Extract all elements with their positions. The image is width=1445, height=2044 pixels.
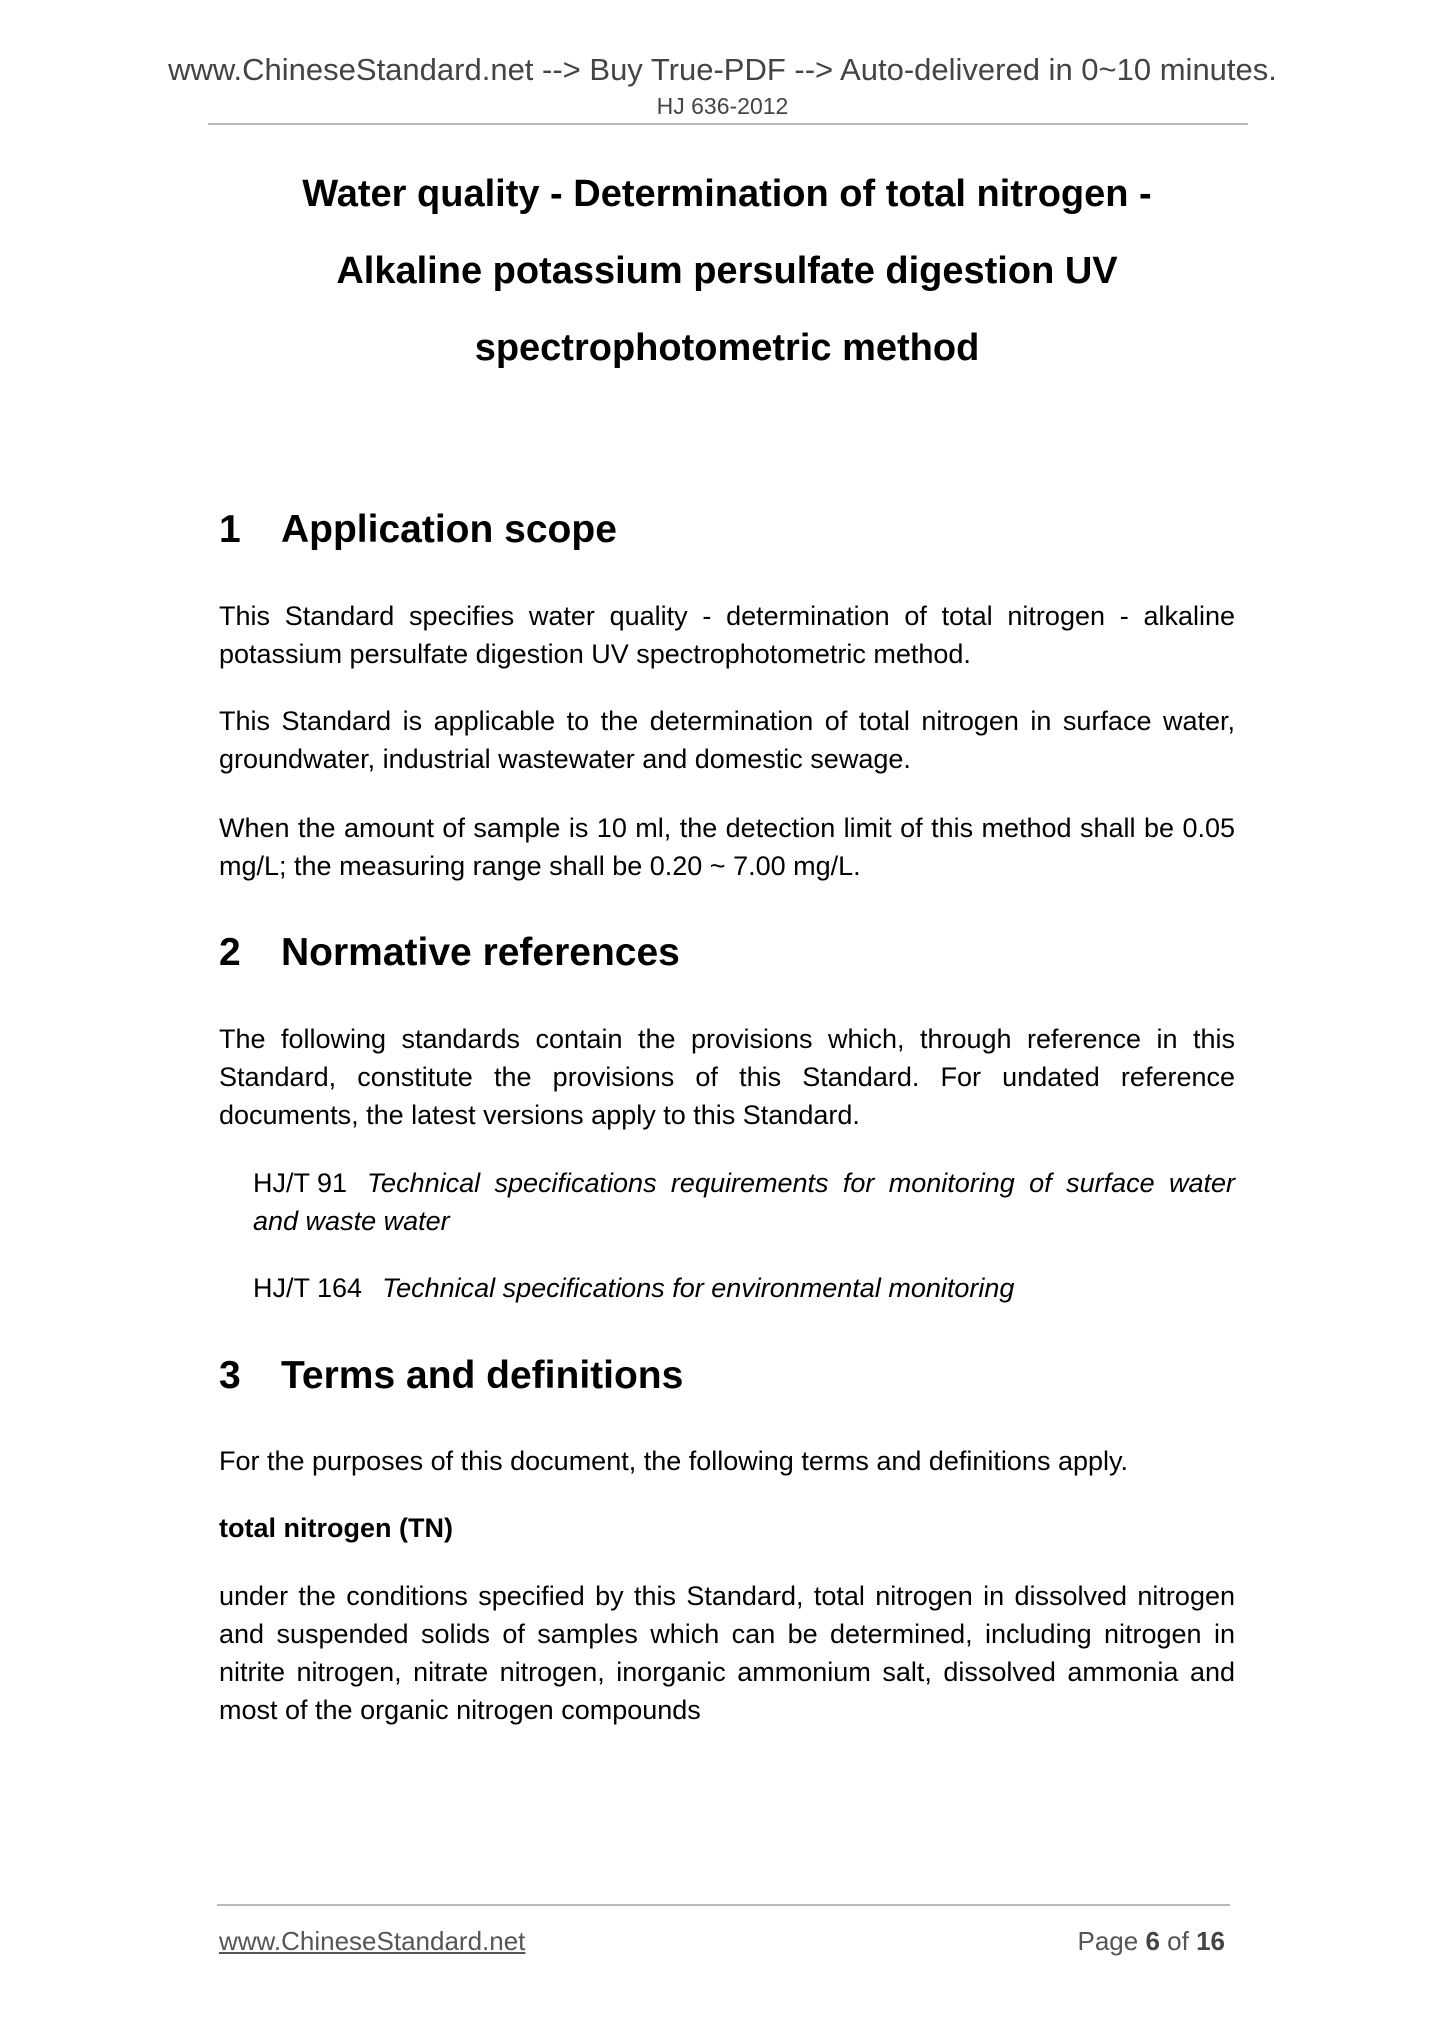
page-prefix: Page — [1077, 1926, 1139, 1956]
title-line-3: spectrophotometric method — [474, 327, 980, 369]
section-number: 1 — [219, 508, 241, 551]
page-of: of — [1167, 1926, 1189, 1956]
section-number: 2 — [219, 931, 241, 974]
standard-code: HJ 636-2012 — [656, 93, 789, 119]
term: total nitrogen (TN) — [219, 1513, 453, 1543]
page-current: 6 — [1145, 1926, 1160, 1956]
reference-title: Technical specifications for environmental monitoring — [382, 1273, 1015, 1303]
paragraph: This Standard is applicable to the determination of total nitrogen in surface water, groundwater, industrial wastewater and domestic sewage. — [219, 706, 1235, 774]
paragraph: When the amount of sample is 10 ml, the detection limit of this method shall be 0.05 mg/L; the measuring range shall be 0.20 ~ 7.00 mg/L. — [219, 813, 1235, 881]
document-title — [219, 156, 1235, 387]
title-line-1: Water quality - Determination of total nitrogen - — [302, 173, 1152, 215]
reference-item — [253, 1269, 1235, 1307]
section-title: Terms and definitions — [281, 1354, 684, 1397]
reference-code: HJ/T 91 — [253, 1168, 348, 1198]
section-2-heading — [219, 928, 680, 978]
header-divider — [208, 123, 1248, 125]
section-3-heading — [219, 1351, 683, 1401]
page-total: 16 — [1196, 1926, 1225, 1956]
paragraph: The following standards contain the provisions which, through reference in this Standard, constitute the provisions of this Standard. For undated reference documents, the latest versions apply to this Standard. — [219, 1024, 1235, 1130]
reference-item — [253, 1164, 1235, 1240]
section-number: 3 — [219, 1354, 241, 1397]
paragraph: For the purposes of this document, the following terms and definitions apply. — [219, 1446, 1128, 1476]
paragraph: This Standard specifies water quality - determination of total nitrogen - alkaline potassium persulfate digestion UV spectrophotometric method. — [219, 601, 1235, 669]
header-banner: www.ChineseStandard.net --> Buy True-PDF --> Auto-delivered in 0~10 minutes. — [168, 52, 1277, 87]
footer-link-wrap — [219, 1922, 525, 1960]
section-1-heading — [219, 505, 617, 555]
definition: under the conditions specified by this Standard, total nitrogen in dissolved nitrogen and suspended solids of samples which can be determined, including nitrogen in nitrite nitrogen, nitrate nitrogen, inorganic ammonium salt, dissolved ammonia and most of the organic nitrogen compounds — [219, 1581, 1235, 1725]
title-line-2: Alkaline potassium persulfate digestion UV — [336, 250, 1118, 292]
footer-link[interactable]: www.ChineseStandard.net — [219, 1926, 526, 1956]
reference-code: HJ/T 164 — [253, 1273, 363, 1303]
footer-divider — [217, 1904, 1230, 1906]
section-title: Normative references — [281, 931, 680, 974]
page-indicator — [1077, 1922, 1225, 1960]
reference-title: Technical specifications requirements for monitoring of surface water and waste water — [253, 1168, 1235, 1236]
section-title: Application scope — [281, 508, 617, 551]
